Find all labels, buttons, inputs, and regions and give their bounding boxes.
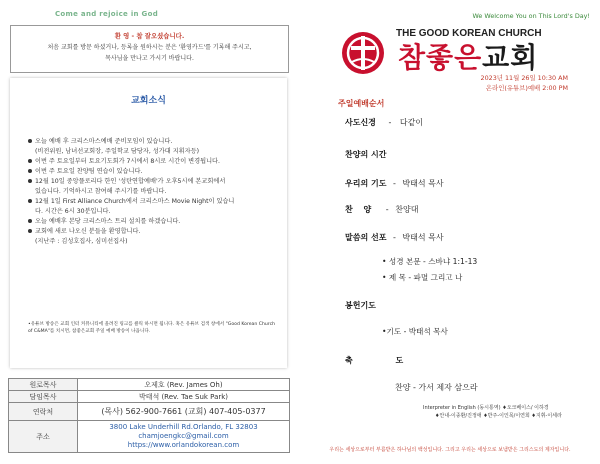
church-info-table [8, 378, 290, 453]
church-logo-icon [340, 30, 386, 76]
order-prayer [345, 178, 444, 189]
news-item [28, 177, 278, 187]
news-item-text: (지난주 : 김성호집사, 심미선집사) [35, 238, 128, 245]
footer-vision: 우리는 세상으로부터 부름받은 하나님의 백성입니다. 그리고 우리는 세상으로 보냄받은 그리스도의 제자입니다. [329, 447, 571, 453]
info-address-cell [78, 421, 290, 453]
info-value: (목사) 562-900-7661 (교회) 407-405-0377 [78, 403, 290, 421]
order-sep: - [392, 233, 396, 242]
bullet-icon [28, 179, 32, 183]
news-item-text: (비전위원, 남녀선교회장, 주일학교 담당자, 성가대 지휘자등) [35, 148, 200, 155]
welcome-english: We Welcome You on This Lord's Day! [472, 12, 590, 20]
bullet-icon [28, 169, 32, 173]
news-item-text: 있습니다. 기억하시고 참여해 주시기를 바랍니다. [35, 188, 167, 195]
address-text: 3800 Lake Underhill Rd.Orlando, FL 32803 [109, 423, 258, 431]
news-list [28, 137, 278, 247]
motto: Come and rejoice in God [55, 10, 159, 18]
bullet-icon [28, 229, 32, 233]
welcome-box [10, 25, 289, 73]
order-praise [345, 149, 386, 160]
news-item [28, 207, 278, 217]
order-value: 다같이 [399, 118, 424, 127]
order-sep: - [388, 118, 392, 127]
order-sep: - [385, 205, 389, 214]
order-label: 찬 양 [345, 205, 376, 214]
offering-prayer-line: •기도 - 박태석 목사 [382, 327, 448, 336]
news-item-text: 오늘 예배후 본당 크리스마스 트리 설치를 하겠습니다. [35, 218, 181, 225]
service-date: 2023년 11월 26일 10:30 AM [480, 74, 568, 82]
news-item [28, 197, 278, 207]
order-label: 축 도 [345, 356, 424, 365]
info-row-contact [9, 403, 290, 421]
info-value: 오제호 (Rev. James Oh) [78, 379, 290, 391]
news-item-text: 12월 1일 First Alliance Church에서 크리스마스 Movie Night이 있습니 [35, 198, 235, 205]
news-item [28, 157, 278, 167]
email-link[interactable]: chamjoengkc@gmail.com [138, 432, 229, 440]
news-item [28, 227, 278, 237]
news-item [28, 167, 278, 177]
order-sermon [345, 232, 444, 243]
right-panel [300, 0, 600, 464]
interpreters [423, 404, 562, 420]
news-item [28, 147, 278, 157]
interpreters-line-1: Interpreter in English (동시통역) ♦오크베이스/ 이하경 [423, 405, 549, 411]
online-service-time: 온라인(유튜브)예배 2:00 PM [485, 84, 568, 92]
church-name-english: THE GOOD KOREAN CHURCH [396, 28, 542, 39]
church-name-rest: 교회 [482, 41, 539, 74]
order-label: 우리의 기도 [345, 179, 387, 188]
order-value: 박태석 목사 [402, 233, 444, 242]
order-choir [345, 204, 418, 215]
scripture-line: • 성경 본문 - 스바냐 1:1-13 [382, 257, 478, 266]
news-item-text: 이번 주 토요일부터 토요기도회가 7시에서 8시로 시간이 변경됩니다. [35, 158, 220, 165]
order-value: 찬양대 [395, 205, 419, 214]
website-link[interactable]: https://www.orlandokorean.com [127, 441, 240, 449]
news-item-text: 12월 10일 중앙플로리다 한인 '성탄연합예배'가 오후5시에 본교회에서 [35, 178, 226, 185]
bullet-icon [28, 159, 32, 163]
news-item [28, 237, 278, 247]
order-of-worship-title: 주일예배순서 [338, 99, 385, 108]
info-row-senior [9, 391, 290, 403]
news-item [28, 217, 278, 227]
news-item-text: 오늘 예배 후 크리스마스예배 준비모임이 있습니다. [35, 138, 173, 145]
info-key: 원로목사 [9, 379, 78, 391]
bullet-icon [28, 199, 32, 203]
sermon-title-line: • 제 목 - 파멸 그리고 나 [382, 273, 463, 282]
info-key: 연락처 [9, 403, 78, 421]
info-row-address [9, 421, 290, 453]
bullet-icon [28, 139, 32, 143]
church-name-korean [398, 36, 538, 76]
welcome-line-1: 처음 교회를 방문 하셨거나, 등록을 원하시는 분은 '환영카드'를 기록해 주시고, [47, 44, 252, 51]
order-label: 말씀의 선포 [345, 233, 387, 242]
news-item-text: 이번 주 토요일 찬양팀 연습이 있습니다. [35, 168, 143, 175]
news-item-text: 다. 시간은 6시 30분입니다. [35, 208, 111, 215]
closing-song-line: 찬양 - 가서 제자 삼으라 [395, 383, 478, 392]
order-offering [345, 300, 376, 311]
interpreters-line-2: ♦안내-이종환/진정애 ♦반주-이인목/이연희 ♦지휘-이세라 [435, 413, 562, 419]
welcome-line-2: 목사님을 만나고 가시기 바랍니다. [105, 55, 194, 62]
info-value: 박태석 (Rev. Tae Suk Park) [78, 391, 290, 403]
church-news-box [10, 78, 287, 368]
bullet-icon [28, 219, 32, 223]
order-benediction [345, 355, 423, 366]
news-item-text: 교회에 새로 나오신 분들을 환영합니다. [35, 228, 141, 235]
news-item [28, 137, 278, 147]
order-label: 봉헌기도 [345, 301, 376, 310]
news-title: 교회소식 [131, 96, 166, 106]
order-label: 사도신경 [345, 118, 376, 127]
info-key: 담임목사 [9, 391, 78, 403]
order-creed [345, 117, 423, 128]
news-item [28, 187, 278, 197]
order-sep: - [392, 179, 396, 188]
church-name-accent: 참좋은 [398, 41, 483, 74]
info-key: 주소 [9, 421, 78, 453]
welcome-title: 환 영 - 참 잘오셨습니다. [114, 32, 185, 40]
order-value: 박태석 목사 [402, 179, 444, 188]
order-label: 찬양의 시간 [345, 150, 387, 159]
youtube-note: •유튜브 방송은 교회 인터 커뮤니티에 올려진 링크를 클릭 하시면 됩니다. 혹은 유튜브 검색 창에서 "Good Korean Church of C&MA"를 치시면, 참좋은교회 주일 예배 방송이 나옵니다. [28, 322, 276, 334]
info-row-emeritus [9, 379, 290, 391]
